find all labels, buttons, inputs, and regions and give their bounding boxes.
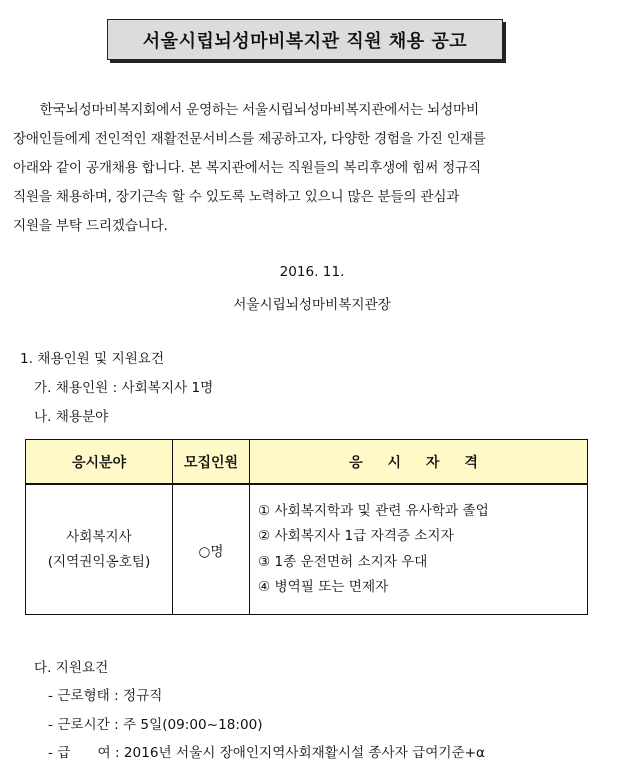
- intro-paragraph: [13, 96, 600, 241]
- intro-line: 장애인들에게 전인적인 재활전문서비스를 제공하고자, 다양한 경험을 가진 인재를: [13, 131, 486, 147]
- intro-line: 한국뇌성마비복지회에서 운영하는 서울시립뇌성마비복지관에서는 뇌성마비: [13, 102, 479, 118]
- section1-item-ga: 가. 채용인원 : 사회복지사 1명: [34, 380, 214, 396]
- cell-field: [26, 484, 173, 615]
- requirement-item: - 급 여 : 2016년 서울시 장애인지역사회재활시설 종사자 급여기준+α: [48, 745, 486, 761]
- section1-heading: 1. 채용인원 및 지원요건: [20, 351, 165, 367]
- qualification-item: ③ 1종 운전면허 소지자 우대: [258, 553, 428, 570]
- issuer-name: 서울시립뇌성마비복지관장: [233, 297, 391, 313]
- header-field: 응시분야: [26, 440, 173, 485]
- section-da-heading: 다. 지원요건: [34, 660, 109, 676]
- recruitment-table: [25, 439, 588, 615]
- cell-count: ○명: [173, 484, 250, 615]
- intro-line: 아래와 같이 공개채용 합니다. 본 복지관에서는 직원들의 복리후생에 힘써 정규직: [13, 160, 481, 176]
- table-row: [26, 484, 588, 615]
- cell-qualifications: [250, 484, 588, 615]
- page-title-text: 서울시립뇌성마비복지관 직원 채용 공고: [142, 30, 468, 52]
- intro-line: 직원을 채용하며, 장기근속 할 수 있도록 노력하고 있으니 많은 분들의 관심과: [13, 189, 460, 205]
- qualification-item: ④ 병역필 또는 면제자: [258, 579, 389, 595]
- field-name: 사회복지사: [66, 528, 132, 545]
- header-qualifications: 응 시 자 격: [250, 440, 588, 485]
- requirement-item: - 근로형태 : 정규직: [48, 688, 163, 704]
- table-header-row: [26, 440, 588, 485]
- qualification-item: ② 사회복지사 1급 자격증 소지자: [258, 528, 454, 544]
- section1-item-na: 나. 채용분야: [34, 409, 109, 425]
- announcement-date: 2016. 11.: [279, 264, 345, 280]
- requirement-item: - 근로시간 : 주 5일(09:00~18:00): [48, 717, 263, 733]
- page-title: [107, 19, 503, 60]
- field-team: (지역권익옹호팀): [47, 553, 151, 570]
- qualification-item: ① 사회복지학과 및 관련 유사학과 졸업: [258, 502, 489, 519]
- header-count: 모집인원: [173, 440, 250, 485]
- intro-line: 지원을 부탁 드리겠습니다.: [13, 218, 168, 234]
